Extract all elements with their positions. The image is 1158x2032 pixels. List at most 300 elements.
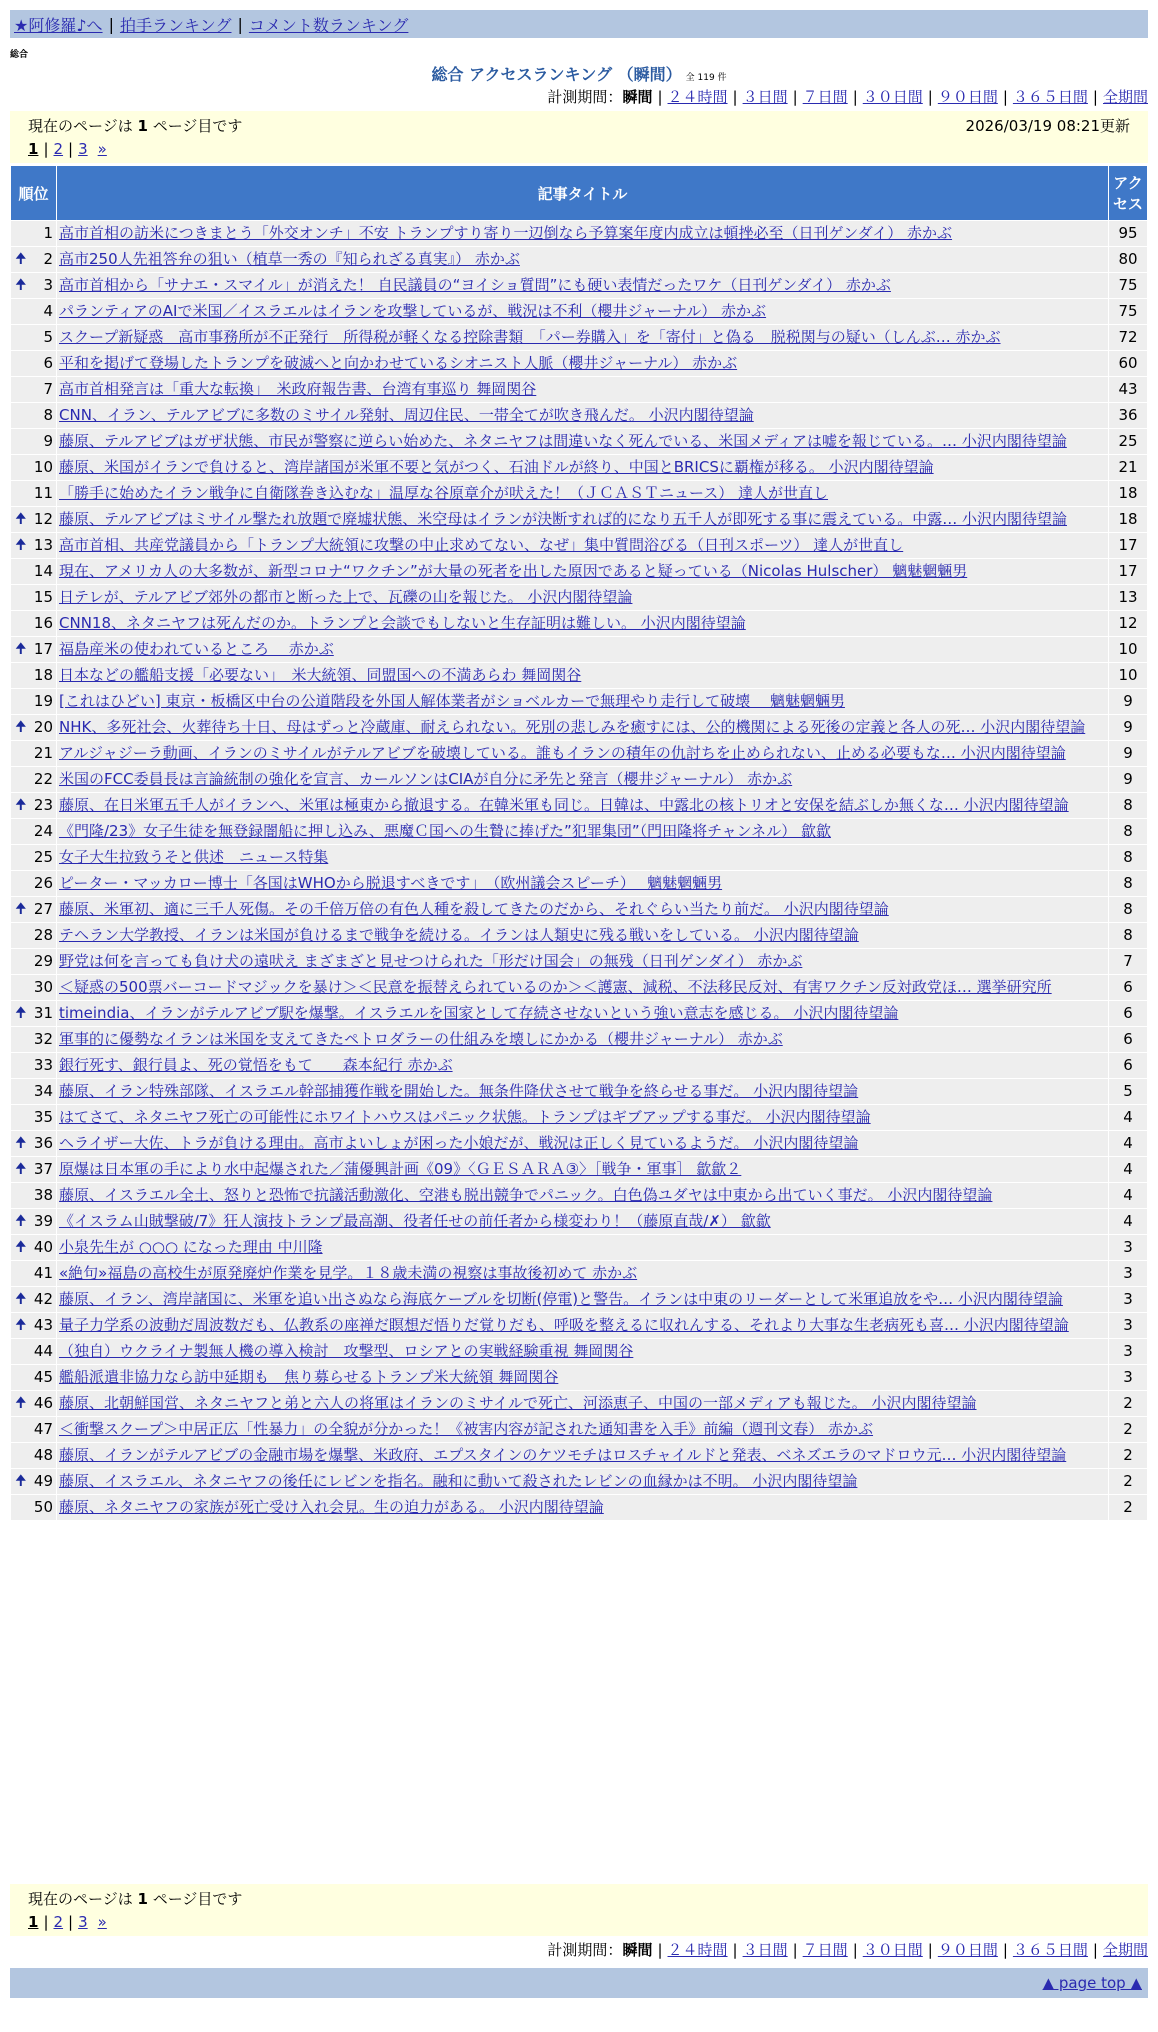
period-link-3[interactable]: ３０日間 (862, 88, 923, 106)
title-cell (57, 377, 1108, 402)
rank-number: 8 (43, 406, 53, 424)
article-title-link[interactable]: 米国のFCC委員長は言論統制の強化を宣言、カールソンはCIAが自分に矛先と発言（櫻井ジャーナル） 赤かぶ (59, 770, 793, 788)
title-cell (57, 247, 1108, 272)
access-count: 10 (1109, 663, 1147, 688)
article-title-link[interactable]: 量子力学系の波動だ周波数だも、仏教系の座禅だ瞑想だ悟りだ覚りだも、呼吸を整えるに収れんする、それより大事な生老病死も喜… 小沢内閣待望論 (59, 1316, 1069, 1334)
access-count: 21 (1109, 455, 1147, 480)
up-arrow-icon: 🠉 (15, 1005, 27, 1021)
article-title-link[interactable]: 藤原、イラン特殊部隊、イスラエル幹部捕獲作戦を開始した。無条件降伏させて戦争を終らせる事だ。 小沢内閣待望論 (59, 1082, 859, 1100)
article-title-link[interactable]: パランティアのAIで米国／イスラエルはイランを攻撃しているが、戦況は不利（櫻井ジャーナル） 赤かぶ (59, 302, 767, 320)
article-title-link[interactable]: 平和を掲げて登場したトランプを破滅へと向かわせているシオニスト人脈（櫻井ジャーナル） 赤かぶ (59, 354, 738, 372)
article-title-link[interactable]: 藤原、北朝鮮国営、ネタニヤフと弟と六人の将軍はイランのミサイルで死亡、河添恵子、中国の一部メディアも報じた。 小沢内閣待望論 (59, 1394, 977, 1412)
title-cell (57, 1339, 1108, 1364)
period-separator: | (732, 88, 738, 106)
article-title-link[interactable]: 高市250人先祖答弁の狙い（植草一秀の『知られざる真実』） 赤かぶ (59, 250, 520, 268)
rank-number: 21 (33, 744, 53, 762)
table-row (11, 247, 1147, 272)
article-title-link[interactable]: 原爆は日本軍の手により水中起爆された／蒲優興計画《09》〈ＧＥＳＡＲＡ③〉［戦争・軍事］ 歙歙２ (59, 1160, 742, 1178)
period-link-0[interactable]: ２４時間 (667, 1941, 728, 1959)
table-row (11, 1495, 1147, 1520)
article-title-link[interactable]: 高市首相発言は「重大な転換」 米政府報告書、台湾有事巡り 舞岡関谷 (59, 380, 537, 398)
article-title-link[interactable]: 藤原、イランがテルアビブの金融市場を爆撃、米政府、エプスタインのケツモチはロスチャイルドと発表、ベネズエラのマドロウ元… 小沢内閣待望論 (59, 1446, 1067, 1464)
rank-number: 39 (33, 1212, 53, 1230)
table-row (11, 1391, 1147, 1416)
table-row (11, 1365, 1147, 1390)
rank-number: 47 (33, 1420, 53, 1438)
table-row (11, 377, 1147, 402)
table-row (11, 403, 1147, 428)
rank-number: 41 (33, 1264, 53, 1282)
pager-page-2[interactable]: 2 (53, 1913, 64, 1931)
title-cell (57, 1105, 1108, 1130)
table-row (11, 1027, 1147, 1052)
access-count: 9 (1109, 741, 1147, 766)
title-cell (57, 1287, 1108, 1312)
access-count: 75 (1109, 299, 1147, 324)
pager-top (10, 111, 1148, 163)
rank-number: 30 (33, 978, 53, 996)
access-count: 6 (1109, 1001, 1147, 1026)
article-title-link[interactable]: 藤原、イスラエル、ネタニヤフの後任にレビンを指名。融和に動いて殺されたレビンの血縁かは不明。 小沢内閣待望論 (59, 1472, 858, 1490)
rank-cell (11, 1105, 56, 1130)
table-row (11, 481, 1147, 506)
table-row (11, 1235, 1147, 1260)
access-count: 4 (1109, 1157, 1147, 1182)
title-cell (57, 1079, 1108, 1104)
access-count: 5 (1109, 1079, 1147, 1104)
article-title-link[interactable]: 藤原、イラン、湾岸諸国に、米軍を追い出さぬなら海底ケーブルを切断(停電)と警告。イランは中東のリーダーとして米軍追放をや… 小沢内閣待望論 (59, 1290, 1063, 1308)
period-link-0[interactable]: ２４時間 (667, 88, 728, 106)
rank-cell (11, 689, 56, 714)
rank-number: 22 (33, 770, 53, 788)
article-title-link[interactable]: テヘラン大学教授、イランは米国が負けるまで戦争を続ける。イランは人類史に残る戦いをしている。 小沢内閣待望論 (59, 926, 859, 944)
table-row (11, 1079, 1147, 1104)
article-title-link[interactable]: 藤原、テルアビブはガザ状態、市民が警察に逆らい始めた、ネタニヤフは間違いなく死んでいる、米国メディアは嘘を報じている。… 小沢内閣待望論 (59, 432, 1067, 450)
title-cell (57, 221, 1108, 246)
title-cell (57, 793, 1108, 818)
article-title-link[interactable]: CNN、イラン、テルアビブに多数のミサイル発射、周辺住民、一帯全てが吹き飛んだ。 小沢内閣待望論 (59, 406, 754, 424)
rank-cell (11, 1469, 56, 1494)
period-label: 計測期間： (547, 1941, 623, 1959)
access-count: 3 (1109, 1287, 1147, 1312)
article-title-link[interactable]: 小泉先生が ○○○ になった理由 中川隆 (59, 1238, 323, 1256)
rank-cell (11, 1391, 56, 1416)
period-current: 瞬間 (622, 88, 653, 106)
pager-separator: | (43, 140, 49, 158)
pager-page-3[interactable]: 3 (78, 140, 88, 158)
table-row (11, 559, 1147, 584)
pager-current-page: 1 (137, 116, 148, 135)
period-link-6[interactable]: 全期間 (1102, 88, 1148, 106)
access-count: 80 (1109, 247, 1147, 272)
period-link-4[interactable]: ９０日間 (937, 88, 998, 106)
title-cell (57, 1027, 1108, 1052)
table-row (11, 221, 1147, 246)
pager-page-current: 1 (28, 140, 39, 158)
table-row (11, 1053, 1147, 1078)
article-title-link[interactable]: 女子大生拉致うそと供述 ニュース特集 (59, 848, 329, 866)
rank-number: 25 (33, 848, 53, 866)
updated-timestamp: 2026/03/19 08:21更新 (965, 116, 1130, 135)
title-cell (57, 351, 1108, 376)
period-separator: | (852, 1941, 858, 1959)
nav-separator: | (237, 14, 243, 34)
up-arrow-icon: 🠉 (15, 537, 27, 553)
rank-number: 31 (33, 1004, 53, 1022)
home-link[interactable]: ★阿修羅♪へ (14, 15, 103, 35)
title-cell (57, 1209, 1108, 1234)
rank-number: 13 (33, 536, 53, 554)
rank-cell (11, 1339, 56, 1364)
pager-bottom (10, 1884, 1148, 1936)
nav-separator: | (108, 14, 114, 34)
period-link-2[interactable]: ７日間 (802, 1941, 848, 1959)
title-cell (57, 299, 1108, 324)
up-arrow-icon: 🠉 (15, 251, 27, 267)
rank-number: 40 (33, 1238, 53, 1256)
period-link-1[interactable]: ３日間 (742, 88, 788, 106)
rank-cell (11, 403, 56, 428)
rank-number: 18 (33, 666, 53, 684)
rank-cell (11, 1417, 56, 1442)
title-cell (57, 1391, 1108, 1416)
rank-number: 20 (33, 718, 53, 736)
up-arrow-icon: 🠉 (15, 1213, 27, 1229)
table-row (11, 1443, 1147, 1468)
rank-cell (11, 663, 56, 688)
header-rank: 順位 (11, 166, 56, 220)
rank-number: 14 (33, 562, 53, 580)
access-count: 4 (1109, 1131, 1147, 1156)
access-count: 18 (1109, 481, 1147, 506)
article-title-link[interactable]: ヘライザー大佐、トラが負ける理由。高市よいしょが困った小娘だが、戦況は正しく見ているようだ。 小沢内閣待望論 (59, 1134, 859, 1152)
period-separator: | (927, 88, 933, 106)
rank-number: 19 (33, 692, 53, 710)
up-arrow-icon: 🠉 (15, 1239, 27, 1255)
access-count: 8 (1109, 793, 1147, 818)
article-title-link[interactable]: （独自）ウクライナ製無人機の導入検討 攻撃型、ロシアとの実戦経験重視 舞岡関谷 (59, 1342, 634, 1360)
period-link-1[interactable]: ３日間 (742, 1941, 788, 1959)
rank-cell (11, 273, 56, 298)
article-title-link[interactable]: 軍事的に優勢なイランは米国を支えてきたペトロダラーの仕組みを壊しにかかる（櫻井ジャーナル） 赤かぶ (59, 1030, 783, 1048)
title-cell (57, 663, 1108, 688)
period-selector-bottom (547, 1939, 1148, 1960)
up-arrow-icon: 🠉 (15, 1473, 27, 1489)
rank-number: 44 (33, 1342, 53, 1360)
article-title-link[interactable]: 日テレが、テルアビブ郊外の都市と断った上で、瓦礫の山を報じた。 小沢内閣待望論 (59, 588, 633, 606)
up-arrow-icon: 🠉 (15, 1135, 27, 1151)
period-link-4[interactable]: ９０日間 (937, 1941, 998, 1959)
rank-number: 2 (43, 250, 53, 268)
title-cell (57, 273, 1108, 298)
title-cell (57, 637, 1108, 662)
table-row (11, 273, 1147, 298)
rank-number: 46 (33, 1394, 53, 1412)
rank-cell (11, 559, 56, 584)
article-title-link[interactable]: 藤原、イスラエル全土、怒りと恐怖で抗議活動激化、空港も脱出競争でパニック。白色偽ユダヤは中東から出ていく事だ。 小沢内閣待望論 (59, 1186, 993, 1204)
up-arrow-icon: 🠉 (15, 1317, 27, 1333)
rank-cell (11, 767, 56, 792)
period-separator: | (1002, 88, 1008, 106)
rank-cell (11, 923, 56, 948)
up-arrow-icon: 🠉 (15, 1291, 27, 1307)
title-cell (57, 325, 1108, 350)
access-count: 95 (1109, 221, 1147, 246)
rank-cell (11, 819, 56, 844)
pager-suffix: ページ目です (152, 1889, 243, 1908)
access-count: 7 (1109, 949, 1147, 974)
article-title-link[interactable]: 《門隆/23》女子生徒を無登録闇船に押し込み、悪魔Ｃ国への生贄に捧げた”犯罪集団”（門田隆将チャンネル） 歙歙 (59, 822, 831, 840)
comment-ranking-link[interactable]: コメント数ランキング (248, 15, 409, 35)
rank-cell (11, 351, 56, 376)
title-cell (57, 923, 1108, 948)
page-title-text: 総合 アクセスランキング （瞬間） (431, 65, 682, 84)
article-title-link[interactable]: 《イスラム山賊撃破/7》狂人演技トランプ最高潮、役者任せの前任者から様変わり！（藤原直哉/✗） 歙歙 (59, 1212, 771, 1230)
rank-cell (11, 897, 56, 922)
access-count: 3 (1109, 1261, 1147, 1286)
access-count: 9 (1109, 715, 1147, 740)
page-title (431, 65, 726, 84)
up-arrow-icon: 🠉 (15, 719, 27, 735)
title-cell (57, 1365, 1108, 1390)
title-cell (57, 1313, 1108, 1338)
table-row (11, 845, 1147, 870)
article-title-link[interactable]: 艦船派遣非協力なら訪中延期も 焦り募らせるトランプ米大統領 舞岡関谷 (59, 1368, 559, 1386)
article-title-link[interactable]: 高市首相の訪米につきまとう「外交オンチ」不安 トランプすり寄り一辺倒なら予算案年度内成立は頓挫必至（日刊ゲンダイ） 赤かぶ (59, 224, 953, 242)
pager-page-current: 1 (28, 1913, 39, 1931)
rank-number: 10 (33, 458, 53, 476)
article-title-link[interactable]: 福島産米の使われているところ 赤かぶ (59, 640, 334, 658)
title-cell (57, 1157, 1108, 1182)
rank-cell (11, 1261, 56, 1286)
article-title-link[interactable]: 藤原、米軍初、適に三千人死傷。その千倍万倍の有色人種を殺してきたのだから、それぐらい当たり前だ。 小沢内閣待望論 (59, 900, 889, 918)
title-cell (57, 741, 1108, 766)
title-cell (57, 871, 1108, 896)
period-link-2[interactable]: ７日間 (802, 88, 848, 106)
rank-cell (11, 507, 56, 532)
table-row (11, 325, 1147, 350)
article-title-link[interactable]: 現在、アメリカ人の大多数が、新型コロナ“ワクチン”が大量の死者を出した原因であると疑っている（Nicolas Hulscher） 魑魅魍魎男 (59, 562, 968, 580)
table-row (11, 1261, 1147, 1286)
access-count: 4 (1109, 1183, 1147, 1208)
pager-page-3[interactable]: 3 (78, 1913, 88, 1931)
pager-prefix: 現在のページは (28, 116, 133, 135)
table-row (11, 637, 1147, 662)
article-title-link[interactable]: 藤原、在日米軍五千人がイランへ、米軍は極東から撤退する。在韓米軍も同じ。日韓は、中露北の核トリオと安保を結ぶしか無くな… 小沢内閣待望論 (59, 796, 1069, 814)
table-row (11, 299, 1147, 324)
access-count: 4 (1109, 1209, 1147, 1234)
article-title-link[interactable]: «絶句»福島の高校生が原発廃炉作業を見学。１８歳未満の視察は事故後初めて 赤かぶ (59, 1264, 638, 1282)
title-cell (57, 897, 1108, 922)
rank-cell (11, 715, 56, 740)
rank-number: 3 (43, 276, 53, 294)
rank-number: 6 (43, 354, 53, 372)
rank-number: 15 (33, 588, 53, 606)
table-row (11, 351, 1147, 376)
table-row (11, 949, 1147, 974)
rank-number: 23 (33, 796, 53, 814)
pager-page-2[interactable]: 2 (53, 140, 64, 158)
article-title-link[interactable]: ピーター・マッカロー博士「各国はWHOから脱退すべきです」 （欧州議会スピーチ） 魑魅魍魎男 (59, 874, 723, 892)
article-title-link[interactable]: CNN18、ネタニヤフは死んだのか。トランプと会談でもしないと生存証明は難しい。 小沢内閣待望論 (59, 614, 746, 632)
rank-number: 45 (33, 1368, 53, 1386)
period-link-6[interactable]: 全期間 (1102, 1941, 1148, 1959)
rank-number: 48 (33, 1446, 53, 1464)
article-title-link[interactable]: 「勝手に始めたイラン戦争に自衛隊巻き込むな」温厚な谷原章介が吠えた！（ＪＣＡＳＴニュース） 達人が世直し (59, 484, 829, 502)
article-title-link[interactable]: スクープ新疑惑 高市事務所が不正発行 所得税が軽くなる控除書類 「パー券購入」を「寄付」と偽る 脱税関与の疑い（しんぶ… 赤かぶ (59, 328, 1001, 346)
period-separator: | (852, 88, 858, 106)
title-cell (57, 819, 1108, 844)
access-count: 18 (1109, 507, 1147, 532)
period-separator: | (927, 1941, 933, 1959)
article-title-link[interactable]: アルジャジーラ動画、イランのミサイルがテルアビブを破壊している。誰もイランの積年の仇討ちを止められない、止める必要もな… 小沢内閣待望論 (59, 744, 1066, 762)
pager-links (28, 1910, 1130, 1934)
rank-cell (11, 611, 56, 636)
period-link-3[interactable]: ３０日間 (862, 1941, 923, 1959)
rank-number: 43 (33, 1316, 53, 1334)
title-cell (57, 949, 1108, 974)
rank-number: 27 (33, 900, 53, 918)
rank-cell (11, 1001, 56, 1026)
table-row (11, 429, 1147, 454)
up-arrow-icon: 🠉 (15, 901, 27, 917)
top-nav-bar (10, 10, 1148, 38)
header-title: 記事タイトル (57, 166, 1108, 220)
title-cell (57, 1053, 1108, 1078)
rank-cell (11, 637, 56, 662)
period-separator: | (792, 1941, 798, 1959)
rank-cell (11, 299, 56, 324)
title-cell (57, 1235, 1108, 1260)
rank-cell (11, 1313, 56, 1338)
ranking-table-body (11, 221, 1147, 1520)
access-count: 3 (1109, 1313, 1147, 1338)
rank-cell (11, 377, 56, 402)
table-row (11, 507, 1147, 532)
rank-number: 35 (33, 1108, 53, 1126)
access-count: 8 (1109, 923, 1147, 948)
title-cell (57, 533, 1108, 558)
table-row (11, 897, 1147, 922)
title-cell (57, 455, 1108, 480)
title-cell (57, 481, 1108, 506)
table-row (11, 663, 1147, 688)
access-count: 8 (1109, 897, 1147, 922)
article-title-link[interactable]: 野党は何を言っても負け犬の遠吠え まざまざと見せつけられた「形だけ国会」の無残（日刊ゲンダイ） 赤かぶ (59, 952, 803, 970)
access-count: 8 (1109, 845, 1147, 870)
title-cell (57, 429, 1108, 454)
item-count: 全 119 件 (685, 73, 727, 83)
table-row (11, 1469, 1147, 1494)
pager-status-line (28, 113, 1130, 137)
article-title-link[interactable]: 高市首相から「サナエ・スマイル」が消えた！ 自民議員の“ヨイショ質問”にも硬い表情だったワケ（日刊ゲンダイ） 赤かぶ (59, 276, 891, 294)
pager-current-page: 1 (137, 1889, 148, 1908)
rank-number: 34 (33, 1082, 53, 1100)
access-count: 10 (1109, 637, 1147, 662)
page-top-link[interactable]: ▲ page top ▲ (1042, 1974, 1142, 1992)
rank-cell (11, 793, 56, 818)
title-cell (57, 1183, 1108, 1208)
article-title-link[interactable]: はてさて、ネタニヤフ死亡の可能性にホワイトハウスはパニック状態。トランプはギブアップする事だ。 小沢内閣待望論 (59, 1108, 871, 1126)
access-count: 2 (1109, 1391, 1147, 1416)
rank-cell (11, 975, 56, 1000)
table-row (11, 585, 1147, 610)
title-cell (57, 403, 1108, 428)
access-count: 3 (1109, 1235, 1147, 1260)
access-count: 6 (1109, 1027, 1147, 1052)
table-row (11, 871, 1147, 896)
article-title-link[interactable]: 藤原、テルアビブはミサイル撃たれ放題で廃墟状態、米空母はイランが決断すれば的になり五千人が即死する事に震えている。中露… 小沢内閣待望論 (59, 510, 1067, 528)
article-title-link[interactable]: 日本などの艦船支援「必要ない」 米大統領、同盟国への不満あらわ 舞岡関谷 (59, 666, 582, 684)
table-row (11, 611, 1147, 636)
article-title-link[interactable]: NHK、多死社会、火葬待ち十日、母はずっと冷蔵庫、耐えられない。死別の悲しみを癒すには、公的機関による死後の定義と各人の死… 小沢内閣待望論 (59, 718, 1086, 736)
table-row (11, 793, 1147, 818)
rank-number: 11 (33, 484, 53, 502)
rank-number: 7 (43, 380, 53, 398)
table-row (11, 975, 1147, 1000)
period-label: 計測期間： (547, 88, 623, 106)
rank-number: 1 (43, 224, 53, 242)
rank-cell (11, 1235, 56, 1260)
article-title-link[interactable]: 高市首相、共産党議員から「トランプ大統領に攻撃の中止求めてない、なぜ」集中質問浴びる（日刊スポーツ） 達人が世直し (59, 536, 904, 554)
rank-cell (11, 325, 56, 350)
ranking-table (10, 165, 1148, 1521)
rank-cell (11, 949, 56, 974)
article-title-link[interactable]: 藤原、米国がイランで負けると、湾岸諸国が米軍不要と気がつく、石油ドルが終り、中国とBRICSに覇権が移る。 小沢内閣待望論 (59, 458, 934, 476)
pager-links (28, 137, 1130, 161)
rank-number: 4 (43, 302, 53, 320)
rank-cell (11, 455, 56, 480)
article-title-link[interactable]: ＜疑惑の500票バーコードマジックを暴け＞＜民意を振替えられているのか＞＜護憲、減税、不法移民反対、有害ワクチン反対政党ほ… 選挙研究所 (59, 978, 1052, 996)
article-title-link[interactable]: ＜衝撃スクープ＞中居正広「性暴力」の全貌が分かった！《被害内容が記された通知書を入手》前編（週刊文春） 赤かぶ (59, 1420, 874, 1438)
access-count: 2 (1109, 1443, 1147, 1468)
rank-number: 37 (33, 1160, 53, 1178)
table-row (11, 1183, 1147, 1208)
pager-next-link[interactable]: » (97, 140, 107, 158)
access-count: 8 (1109, 819, 1147, 844)
rank-number: 33 (33, 1056, 53, 1074)
period-link-5[interactable]: ３６５日間 (1012, 88, 1088, 106)
table-row (11, 533, 1147, 558)
period-link-5[interactable]: ３６５日間 (1012, 1941, 1088, 1959)
table-row (11, 1157, 1147, 1182)
heading (0, 62, 1158, 85)
footer-bar (10, 1968, 1148, 1998)
article-title-link[interactable]: timeindia、イランがテルアビブ駅を爆撃。イスラエルを国家として存続させないという強い意志を感じる。 小沢内閣待望論 (59, 1004, 899, 1022)
rank-cell (11, 1287, 56, 1312)
pager-next-link[interactable]: » (97, 1913, 107, 1931)
table-row (11, 715, 1147, 740)
clap-ranking-link[interactable]: 拍手ランキング (119, 15, 232, 35)
access-count: 75 (1109, 273, 1147, 298)
rank-number: 36 (33, 1134, 53, 1152)
access-count: 2 (1109, 1417, 1147, 1442)
article-title-link[interactable]: 銀行死す、銀行員よ、死の覚悟をもて 森本紀行 赤かぶ (59, 1056, 453, 1074)
article-title-link[interactable]: [これはひどい] 東京・板橋区中台の公道階段を外国人解体業者がショベルカーで無理やり走行して破壊 魑魅魍魎男 (59, 692, 845, 710)
table-row (11, 741, 1147, 766)
access-count: 3 (1109, 1339, 1147, 1364)
pager-status-line (28, 1886, 1130, 1910)
table-row (11, 1313, 1147, 1338)
title-cell (57, 1495, 1108, 1520)
rank-cell (11, 871, 56, 896)
article-title-link[interactable]: 藤原、ネタニヤフの家族が死亡受け入れ会見。生の迫力がある。 小沢内閣待望論 (59, 1498, 604, 1516)
rank-number: 16 (33, 614, 53, 632)
table-row (11, 923, 1147, 948)
table-row (11, 1287, 1147, 1312)
rank-cell (11, 741, 56, 766)
rank-number: 17 (33, 640, 53, 658)
